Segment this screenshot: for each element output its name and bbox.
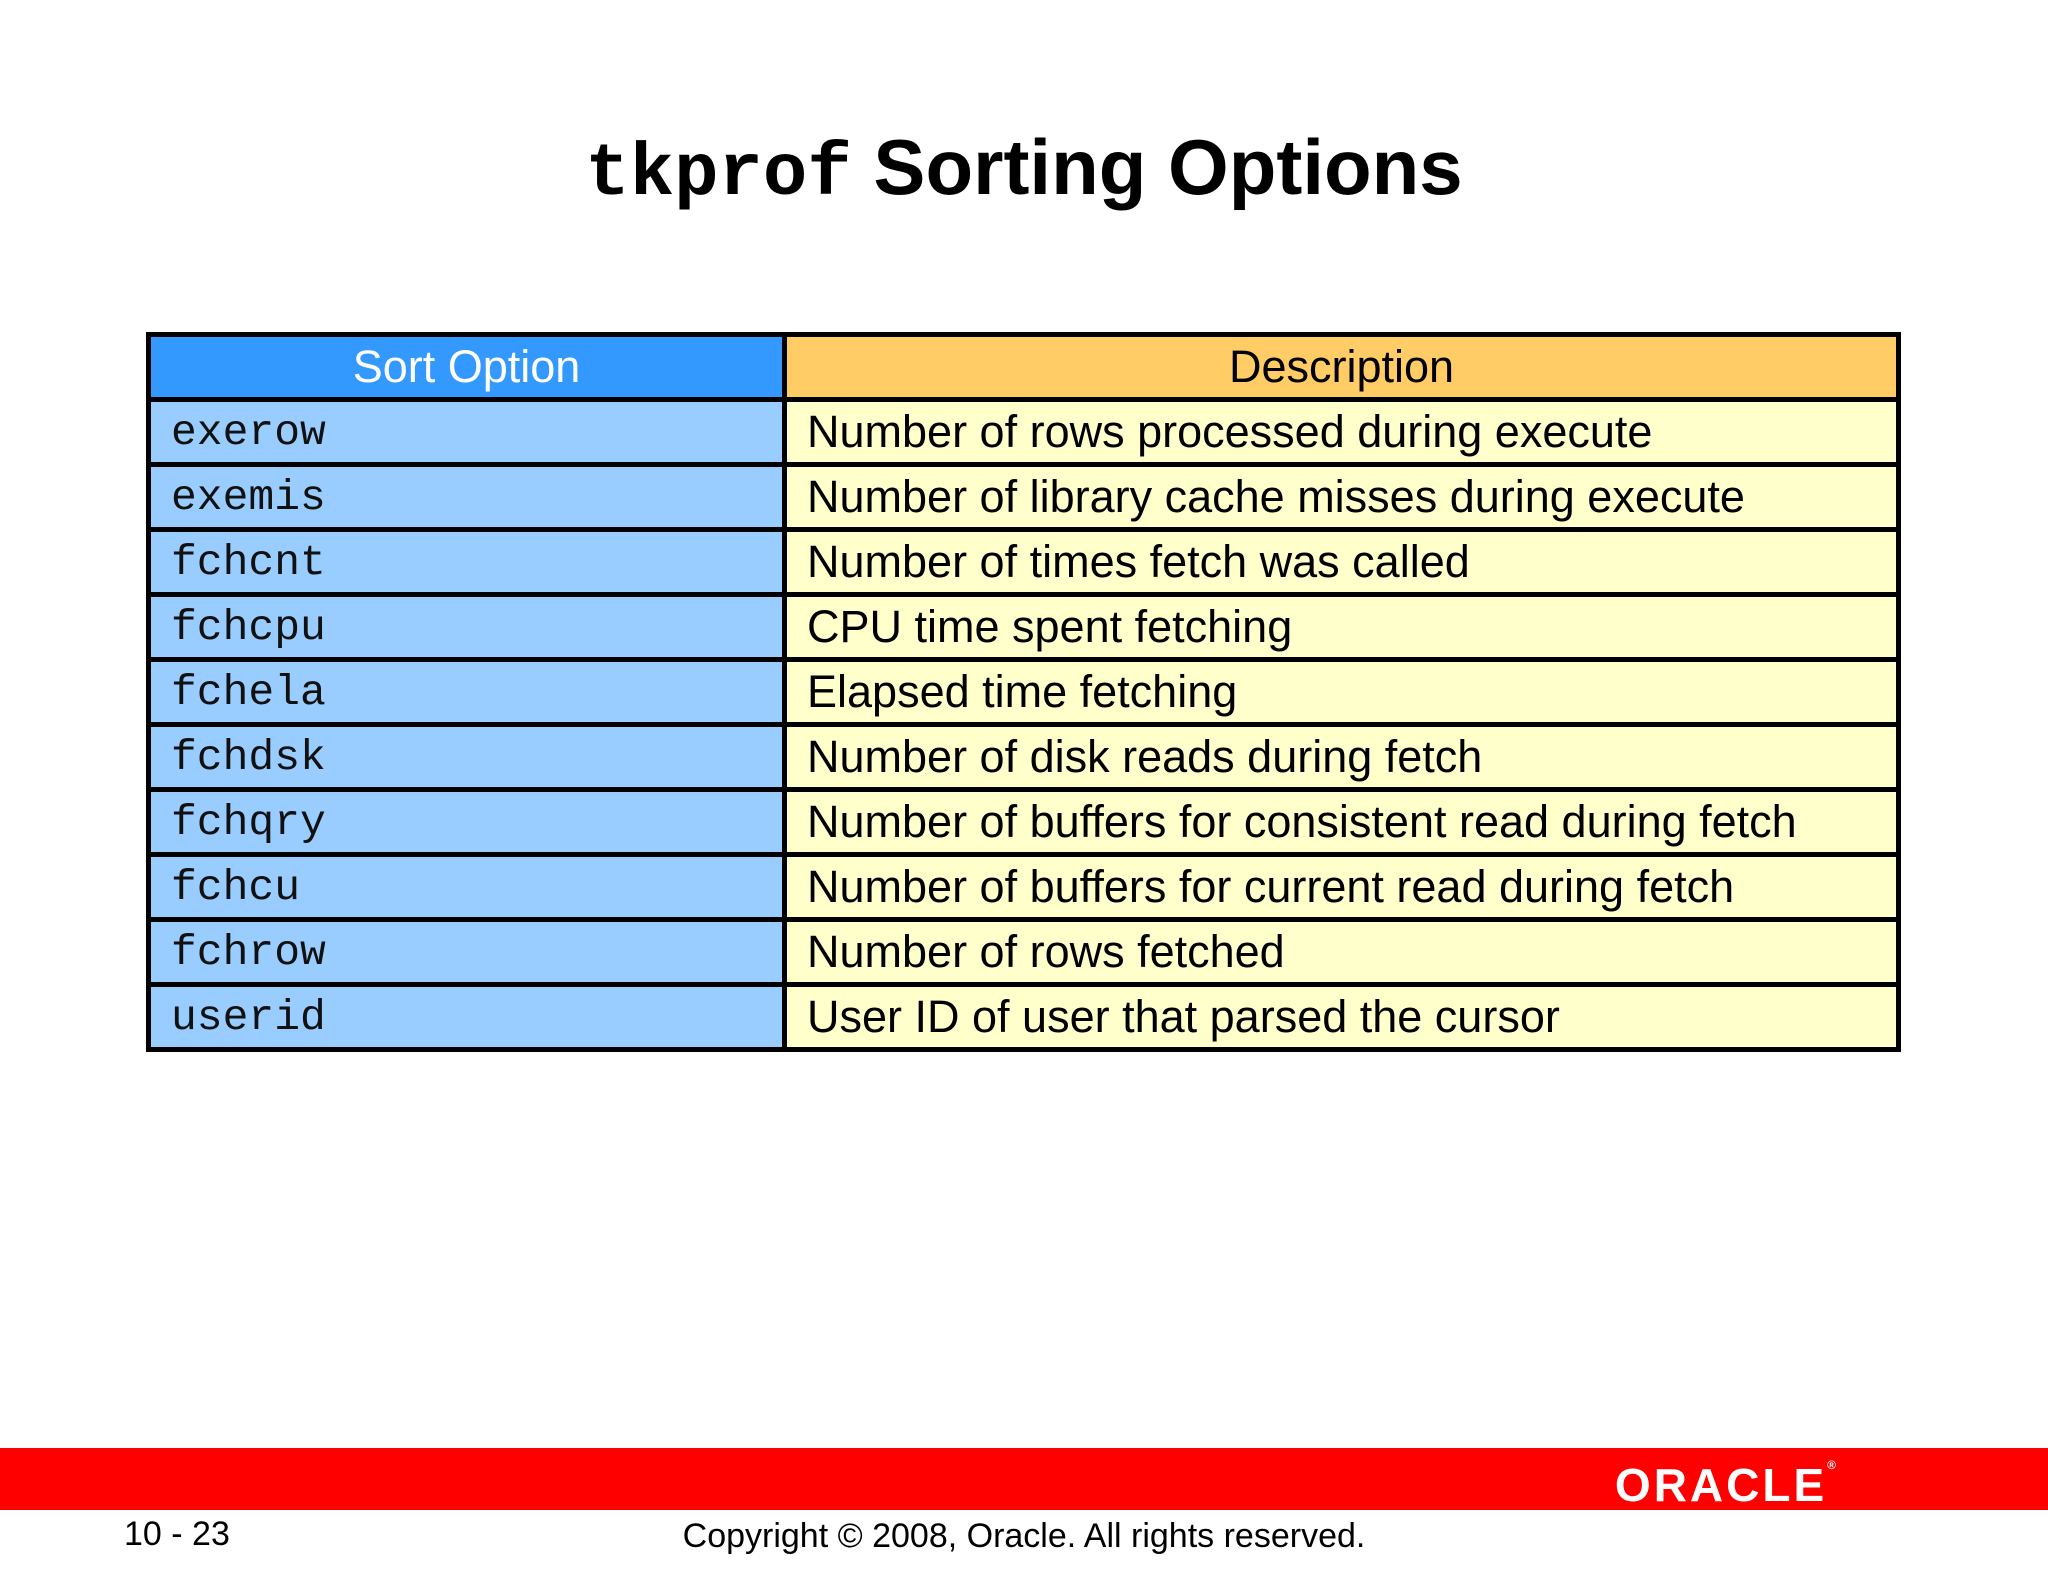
copyright-notice: Copyright © 2008, Oracle. All rights reserved. <box>682 1517 1366 1555</box>
description-cell: Elapsed time fetching <box>785 660 1899 725</box>
description-cell: Number of buffers for consistent read during fetch <box>785 790 1899 855</box>
table-row <box>149 400 1899 465</box>
description-cell: Number of times fetch was called <box>785 530 1899 595</box>
oracle-logo-text: ORACLE <box>1614 1459 1828 1511</box>
sort-options-table <box>146 332 1901 1052</box>
slide-title <box>0 122 2048 217</box>
description-cell: Number of rows fetched <box>785 920 1899 985</box>
option-cell: fchrow <box>149 920 785 985</box>
option-cell: userid <box>149 985 785 1050</box>
description-cell: Number of disk reads during fetch <box>785 725 1899 790</box>
table-row <box>149 920 1899 985</box>
table-row <box>149 725 1899 790</box>
table-header-row <box>149 335 1899 400</box>
header-description: Description <box>785 335 1899 400</box>
description-cell: Number of rows processed during execute <box>785 400 1899 465</box>
description-cell: CPU time spent fetching <box>785 595 1899 660</box>
oracle-logo <box>1615 1458 1836 1512</box>
page-number: 10 - 23 <box>124 1515 230 1553</box>
header-sort-option: Sort Option <box>149 335 785 400</box>
table-row <box>149 595 1899 660</box>
title-text: Sorting Options <box>873 123 1463 211</box>
table-row <box>149 660 1899 725</box>
option-cell: exerow <box>149 400 785 465</box>
table-row <box>149 985 1899 1050</box>
option-cell: fchela <box>149 660 785 725</box>
option-cell: exemis <box>149 465 785 530</box>
description-cell: User ID of user that parsed the cursor <box>785 985 1899 1050</box>
registered-mark-icon: ® <box>1827 1458 1836 1472</box>
table-row <box>149 530 1899 595</box>
option-cell: fchcu <box>149 855 785 920</box>
table-row <box>149 855 1899 920</box>
option-cell: fchdsk <box>149 725 785 790</box>
title-code: tkprof <box>585 133 852 217</box>
table-row <box>149 465 1899 530</box>
description-cell: Number of library cache misses during execute <box>785 465 1899 530</box>
option-cell: fchqry <box>149 790 785 855</box>
option-cell: fchcnt <box>149 530 785 595</box>
option-cell: fchcpu <box>149 595 785 660</box>
description-cell: Number of buffers for current read during fetch <box>785 855 1899 920</box>
table-row <box>149 790 1899 855</box>
